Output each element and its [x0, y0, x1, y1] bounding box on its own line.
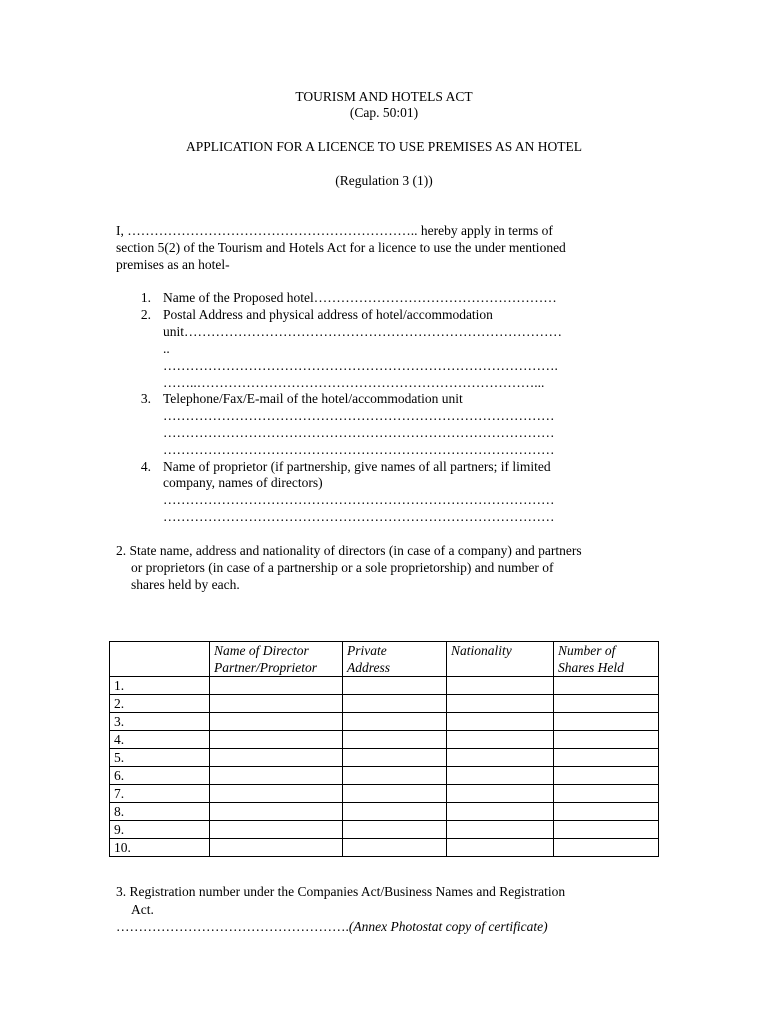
table-cell-blank[interactable]	[447, 713, 554, 731]
row-number: 9.	[110, 821, 210, 839]
registration-number-dots: …………………………………………….	[116, 919, 349, 934]
header-number-of-shares: Number of Shares Held	[554, 642, 659, 677]
table-cell-blank[interactable]	[210, 803, 343, 821]
table-cell-blank[interactable]	[210, 785, 343, 803]
table-cell-blank[interactable]	[210, 713, 343, 731]
table-row	[110, 767, 659, 785]
row-number: 2.	[110, 695, 210, 713]
table-cell-blank[interactable]	[554, 785, 659, 803]
table-cell-blank[interactable]	[447, 803, 554, 821]
item-number: 4.	[140, 459, 151, 474]
table-cell-blank[interactable]	[554, 839, 659, 857]
row-number: 10.	[110, 839, 210, 857]
row-number: 6.	[110, 767, 210, 785]
table-row	[110, 713, 659, 731]
item-proprietor-dots: ……………………………………………………………………………	[163, 509, 555, 524]
table-cell-blank[interactable]	[343, 839, 447, 857]
table-cell-blank[interactable]	[447, 677, 554, 695]
table-cell-blank[interactable]	[343, 749, 447, 767]
item-contact-dots: ……………………………………………………………………………	[163, 425, 555, 440]
section-3-line-1: 3. Registration number under the Companies Act/Business Names and Registration	[116, 884, 566, 899]
intro-line-1: I, ……………………………………………………….. hereby apply in terms of	[116, 223, 553, 238]
section-2-line-3: shares held by each.	[131, 577, 240, 592]
table-cell-blank[interactable]	[210, 839, 343, 857]
table-cell-blank[interactable]	[343, 731, 447, 749]
annex-note: (Annex Photostat copy of certificate)	[348, 919, 548, 934]
table-cell-blank[interactable]	[554, 713, 659, 731]
table-row	[110, 803, 659, 821]
registration-number-line	[116, 918, 548, 935]
table-cell-blank[interactable]	[554, 821, 659, 839]
table-row	[110, 677, 659, 695]
act-cap: (Cap. 50:01)	[349, 105, 419, 120]
row-number: 7.	[110, 785, 210, 803]
item-proprietor-label-cont: company, names of directors)	[163, 475, 323, 490]
section-2-line-2: or proprietors (in case of a partnership or a sole proprietorship) and number of	[131, 560, 554, 575]
table-cell-blank[interactable]	[447, 749, 554, 767]
row-number: 3.	[110, 713, 210, 731]
row-number: 5.	[110, 749, 210, 767]
item-address-unit-line: unit…………………………………………………………………………	[163, 324, 563, 339]
header-name-of-director: Name of Director Partner/Proprietor	[210, 642, 343, 677]
table-row	[110, 695, 659, 713]
intro-line-2: section 5(2) of the Tourism and Hotels Act for a licence to use the under mentioned	[116, 240, 566, 255]
table-cell-blank[interactable]	[210, 767, 343, 785]
item-proposed-hotel-name: Name of the Proposed hotel………………………………………………	[163, 290, 557, 305]
table-cell-blank[interactable]	[554, 677, 659, 695]
item-address-dots: …………………………………………………………………………….	[163, 358, 558, 373]
item-number: 3.	[140, 391, 151, 406]
table-row	[110, 785, 659, 803]
row-number: 8.	[110, 803, 210, 821]
directors-table	[109, 641, 659, 857]
item-proprietor-dots: ……………………………………………………………………………	[163, 492, 555, 507]
act-title: TOURISM AND HOTELS ACT	[295, 89, 473, 104]
table-cell-blank[interactable]	[210, 749, 343, 767]
item-address-dots: ……..…………………………………………………………………...	[163, 375, 545, 390]
table-cell-blank[interactable]	[343, 785, 447, 803]
table-cell-blank[interactable]	[343, 803, 447, 821]
table-cell-blank[interactable]	[447, 731, 554, 749]
row-number: 1.	[110, 677, 210, 695]
table-cell-blank[interactable]	[554, 767, 659, 785]
row-number: 4.	[110, 731, 210, 749]
table-cell-blank[interactable]	[343, 677, 447, 695]
table-cell-blank[interactable]	[554, 803, 659, 821]
table-cell-blank[interactable]	[554, 695, 659, 713]
table-cell-blank[interactable]	[343, 821, 447, 839]
table-row	[110, 749, 659, 767]
header-nationality: Nationality	[447, 642, 554, 677]
table-header-row	[110, 642, 659, 677]
table-cell-blank[interactable]	[210, 695, 343, 713]
table-cell-blank[interactable]	[210, 821, 343, 839]
item-number: 2.	[140, 307, 151, 322]
table-cell-blank[interactable]	[554, 731, 659, 749]
section-2-line-1: 2. State name, address and nationality of directors (in case of a company) and partners	[116, 543, 582, 558]
item-number: 1.	[140, 290, 151, 305]
table-cell-blank[interactable]	[343, 767, 447, 785]
item-contact-dots: ……………………………………………………………………………	[163, 408, 555, 423]
table-row	[110, 731, 659, 749]
item-address-dots: ..	[163, 341, 170, 356]
table-cell-blank[interactable]	[343, 713, 447, 731]
item-proprietor-label: Name of proprietor (if partnership, give names of all partners; if limited	[163, 459, 551, 474]
table-cell-blank[interactable]	[554, 749, 659, 767]
section-3-line-2: Act.	[131, 902, 154, 917]
item-address-label: Postal Address and physical address of hotel/accommodation	[163, 307, 493, 322]
table-cell-blank[interactable]	[210, 731, 343, 749]
table-cell-blank[interactable]	[447, 785, 554, 803]
header-private-address: Private Address	[343, 642, 447, 677]
intro-line-3: premises as an hotel-	[116, 257, 230, 272]
regulation: (Regulation 3 (1))	[335, 173, 433, 188]
item-contact-label: Telephone/Fax/E-mail of the hotel/accommodation unit	[163, 391, 463, 406]
form-title: APPLICATION FOR A LICENCE TO USE PREMISES AS AN HOTEL	[186, 139, 582, 154]
table-cell-blank[interactable]	[210, 677, 343, 695]
table-cell-blank[interactable]	[447, 767, 554, 785]
table-cell-blank[interactable]	[447, 839, 554, 857]
item-contact-dots: ……………………………………………………………………………	[163, 442, 555, 457]
table-cell-blank[interactable]	[343, 695, 447, 713]
table-row	[110, 839, 659, 857]
table-cell-blank[interactable]	[447, 821, 554, 839]
table-cell-blank[interactable]	[447, 695, 554, 713]
header-index	[110, 642, 210, 677]
table-row	[110, 821, 659, 839]
